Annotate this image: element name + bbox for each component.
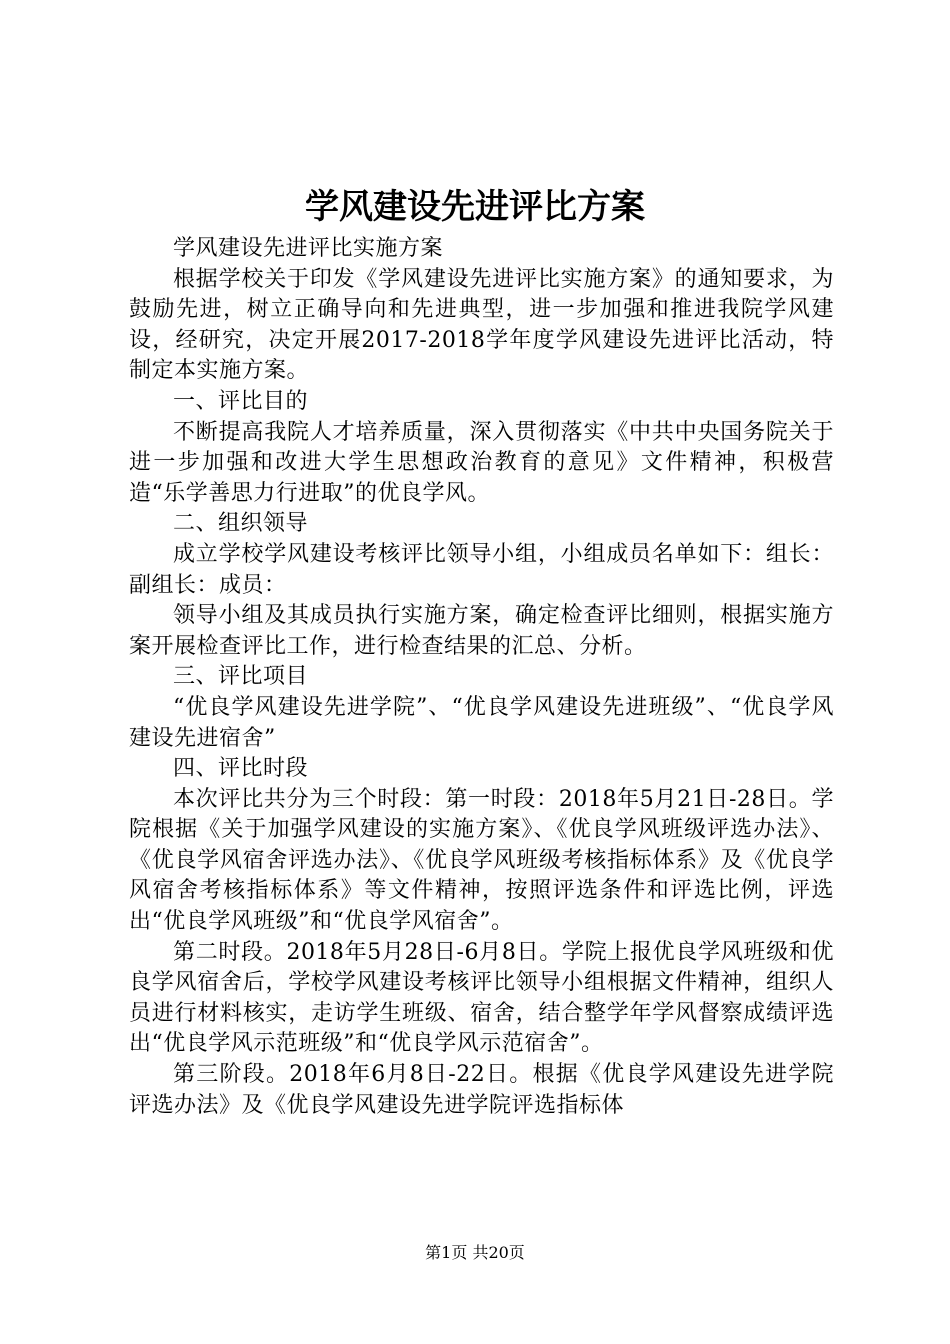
heading-items: 三、评比项目 <box>173 664 309 690</box>
paragraph-organization-duty: 领导小组及其成员执行实施方案，确定检查评比细则，根据实施方案开展检查评比工作，进行检查结果的汇总、分析。 <box>129 603 834 659</box>
paragraph-items: “优良学风建设先进学院”、“优良学风建设先进班级”、“优良学风建设先进宿舍” <box>129 694 834 751</box>
document-title: 学风建设先进评比方案 <box>305 187 645 227</box>
document-body <box>129 234 834 1121</box>
paragraph-organization: 成立学校学风建设考核评比领导小组，小组成员名单如下：组长：副组长：成员： <box>129 541 834 598</box>
paragraph-period-three: 第三阶段。2018年6月8日-22日。根据《优良学风建设先进学院评选办法》及《优良学风建设先进学院评选指标体 <box>129 1062 834 1118</box>
paragraph-intro: 根据学校关于印发《学风建设先进评比实施方案》的通知要求，为鼓励先进，树立正确导向和先进典型，进一步加强和推进我院学风建设，经研究，决定开展2017-2018学年度学风建设先进评比活动，特制定本实施方案。 <box>129 266 834 384</box>
paragraph-period-one: 本次评比共分为三个时段：第一时段：2018年5月21日-28日。学院根据《关于加强学风建设的实施方案》、《优良学风班级评选办法》、《优良学风宿舍评选办法》、《优良学风班级考核指标体系》及《优良学风宿舍考核指标体系》等文件精神，按照评选条件和评选比例，评选出“优良学风班级”和“优良学风宿舍”。 <box>129 786 834 935</box>
paragraph-period-two: 第二时段。2018年5月28日-6月8日。学院上报优良学风班级和优良学风宿舍后，学校学风建设考核评比领导小组根据文件精神，组织人员进行材料核实，走访学生班级、宿舍，结合整学年学风督察成绩评选出“优良学风示范班级”和“优良学风示范宿舍”。 <box>129 939 834 1057</box>
heading-purpose: 一、评比目的 <box>173 388 309 414</box>
paragraph-purpose: 不断提高我院人才培养质量，深入贯彻落实《中共中央国务院关于进一步加强和改进大学生思想政治教育的意见》文件精神，积极营造“乐学善思力行进取”的优良学风。 <box>129 419 834 506</box>
page-number: 第1页 共20页 <box>425 1243 525 1262</box>
heading-periods: 四、评比时段 <box>173 756 309 782</box>
paragraph-subtitle: 学风建设先进评比实施方案 <box>173 236 444 261</box>
heading-organization: 二、组织领导 <box>173 511 309 537</box>
